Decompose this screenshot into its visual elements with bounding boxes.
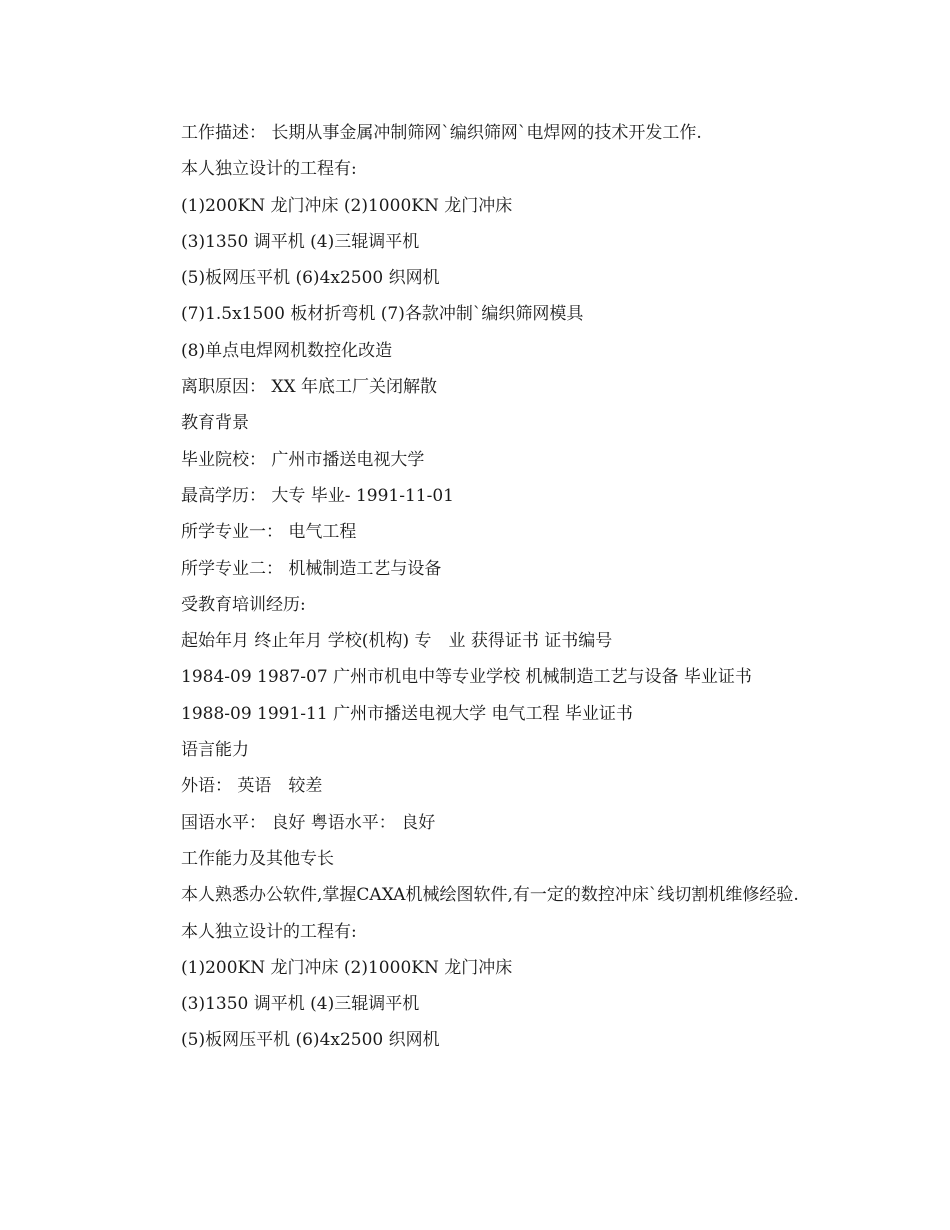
projects-heading: 本人独立设计的工程有:	[181, 159, 357, 180]
major-two: 所学专业二： 机械制造工艺与设备	[181, 558, 442, 579]
project-line: (3)1350 调平机 (4)三辊调平机	[181, 231, 420, 252]
school: 毕业院校： 广州市播送电视大学	[181, 449, 425, 470]
education-heading: 教育背景	[181, 413, 249, 434]
project-line: (7)1.5x1500 板材折弯机 (7)各款冲制`编织筛网模具	[181, 304, 584, 325]
project-line: (5)板网压平机 (6)4x2500 织网机	[181, 1030, 440, 1051]
projects-heading: 本人独立设计的工程有:	[181, 921, 357, 942]
project-line: (3)1350 调平机 (4)三辊调平机	[181, 994, 420, 1015]
skills-heading: 工作能力及其他专长	[181, 848, 334, 869]
training-header-row: 起始年月 终止年月 学校(机构) 专 业 获得证书 证书编号	[181, 631, 613, 652]
project-line: (1)200KN 龙门冲床 (2)1000KN 龙门冲床	[181, 195, 513, 216]
skills-paragraph: 本人熟悉办公软件,掌握CAXA机械绘图软件,有一定的数控冲床`线切割机维修经验.	[181, 885, 799, 906]
leave-reason: 离职原因： XX 年底工厂关闭解散	[181, 377, 438, 398]
language-heading: 语言能力	[181, 740, 249, 761]
project-line: (1)200KN 龙门冲床 (2)1000KN 龙门冲床	[181, 957, 513, 978]
training-heading: 受教育培训经历:	[181, 594, 306, 615]
foreign-language: 外语： 英语 较差	[181, 776, 323, 797]
training-row: 1988-09 1991-11 广州市播送电视大学 电气工程 毕业证书	[181, 703, 633, 724]
training-row: 1984-09 1987-07 广州市机电中等专业学校 机械制造工艺与设备 毕业证书	[181, 667, 752, 688]
project-line: (8)单点电焊网机数控化改造	[181, 340, 393, 361]
project-line: (5)板网压平机 (6)4x2500 织网机	[181, 268, 440, 289]
dialect-level: 国语水平： 良好 粤语水平： 良好	[181, 812, 436, 833]
major-one: 所学专业一： 电气工程	[181, 522, 357, 543]
document-body	[145, 115, 805, 1059]
work-description: 工作描述： 长期从事金属冲制筛网`编织筛网`电焊网的技术开发工作.	[181, 123, 702, 143]
highest-degree: 最高学历： 大专 毕业- 1991-11-01	[181, 485, 454, 506]
